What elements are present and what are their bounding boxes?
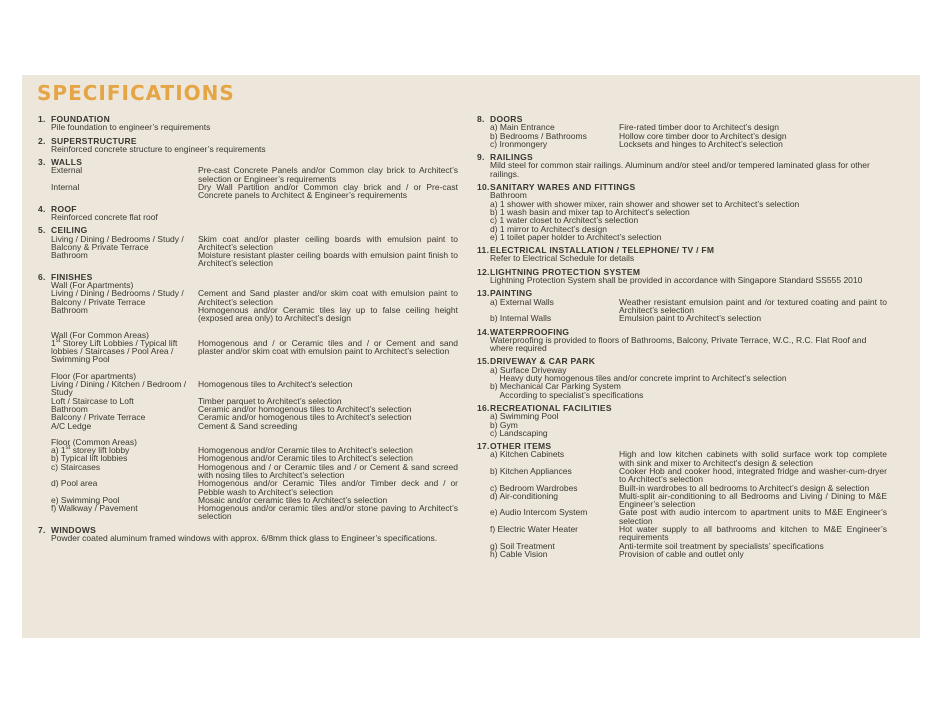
spec-item: f) Walkway / Pavement [51,503,138,514]
spec-line: According to specialist’s specifications [490,389,644,400]
spec-row [38,166,458,183]
spec-description: Homogenous and/or Ceramic tiles to Architect’s selection [198,445,413,456]
section-title: LIGHTNING PROTECTION SYSTEM [490,266,641,277]
spec-description: Cooker Hob and cooker hood, integrated fridge and washer-cum-dryer to Architect’s selection [619,465,887,485]
spec-description: Gate post with audio intercom to apartment units to M&E Engineer’s selection [619,507,887,526]
section-title: OTHER ITEMS [490,441,552,452]
spec-line: a) Surface Driveway [490,364,567,375]
spec-item: a) External Walls [490,296,554,307]
spec-description: Homogenous and / or Ceramic tiles and / or Cement and sand plaster and/or skim coat with emulsion paint to Architect’s selection [198,337,458,357]
spec-item: Loft / Staircase to Loft [51,395,134,406]
spec-description: Locksets and hinges to Architect’s selection [619,138,783,149]
spec-item: Wall (For Apartments) [51,280,134,291]
spec-description: Ceramic and/or homogenous tiles to Architect’s selection [198,403,412,414]
section-number: 3. [38,157,46,168]
spec-item: b) Bedrooms / Bathrooms [490,130,587,141]
spec-section [38,137,458,154]
spec-section [38,526,458,543]
spec-row [38,251,458,268]
spec-item: b) Internal Walls [490,313,552,324]
section-number: 15. [477,356,490,367]
section-number: 12. [477,266,490,277]
spec-description: Homogenous tiles to Architect’s selection [198,379,353,390]
section-number: 11. [477,245,490,256]
section-title: FOUNDATION [51,114,111,124]
spec-row [477,140,887,148]
section-title: WATERPROOFING [490,326,570,337]
spec-section [477,115,887,148]
spec-line: b) Gym [490,419,518,430]
spec-line: a) 1 shower with shower mixer, rain shower and shower set to Architect’s selection [490,198,800,209]
right-column [477,115,887,563]
section-number: 5. [38,225,46,236]
spec-description: Hot water supply to all bathrooms and kitchen to M&E Engineer’s requirements [619,524,887,543]
section-title: DOORS [490,114,523,124]
section-number: 17. [477,441,490,452]
section-heading [477,183,887,191]
spec-description: Provision of cable and outlet only [619,548,744,559]
section-title: RAILINGS [490,152,534,163]
spec-row [38,479,458,496]
section-title: ROOF [51,203,77,214]
spec-item: Living / Dining / Bedrooms / Study / Balcony / Private Terrace [51,288,184,307]
spec-section [477,328,887,353]
spec-description: High and low kitchen cabinets with solid surface work top complete with sink and mixer to Architect’s design & selection [619,449,887,468]
spec-description: Homogenous and/or Ceramic tiles lay up to false ceiling height (exposed area only) to Architect’s design [198,304,458,324]
spec-row [477,508,887,525]
section-title: CEILING [51,225,88,236]
spec-section [477,404,887,437]
spec-row [38,289,458,306]
spec-line: Reinforced concrete structure to engineer’s requirements [51,143,266,154]
spec-row [477,550,887,558]
section-number: 16. [477,402,490,413]
section-number: 4. [38,203,46,214]
spec-description: Homogenous and/or Ceramic Tiles and/or Timber deck and / or Pebble wash to Architect’s selection [198,478,458,497]
spec-item: f) Electric Water Heater [490,524,579,535]
section-title: FINISHES [51,271,93,282]
spec-description: Ceramic and/or homogenous tiles to Architect’s selection [198,412,412,423]
section-title: ELECTRICAL INSTALLATION / TELEPHONE/ TV / FM [490,245,715,256]
section-title: SANITARY WARES AND FITTINGS [490,182,636,193]
spec-item: External [51,165,83,176]
spec-row [477,450,887,467]
spec-section [38,205,458,222]
spec-row [477,314,887,322]
spec-section [38,273,458,521]
spec-item: a) Main Entrance [490,122,555,133]
spec-section [477,289,887,322]
spec-row [38,422,458,430]
spec-item: d) Pool area [51,478,98,489]
spec-line: e) 1 toilet paper holder to Architect’s selection [490,231,662,242]
spec-line: Powder coated aluminum framed windows with approx. 6/8mm thick glass to Engineer’s specifications. [51,533,438,544]
spec-line: b) 1 wash basin and mixer tap to Architect’s selection [490,206,690,217]
spec-line: Waterproofing is provided to floors of Bathrooms, Balcony, Private Terrace, W.C., R.C. Flat Roof and where required [490,334,869,354]
spec-item: e) Swimming Pool [51,494,120,505]
spec-item: a) 1st storey lift lobby [51,445,130,456]
spec-item: Internal [51,182,80,193]
spec-row [477,492,887,509]
spec-description: Pre-cast Concrete Panels and/or Common clay brick to Architect’s selection or Engineer’s requirements [198,165,458,184]
section-number: 9. [477,152,485,163]
spec-item: b) Kitchen Appliances [490,465,572,476]
spec-row [477,525,887,542]
spec-section [477,246,887,263]
spec-line: b) Mechanical Car Parking System [490,381,621,392]
spec-description: Moisture resistant plaster ceiling boards with emulsion paint finish to Architect’s selection [198,250,458,269]
section-title: WALLS [51,157,83,168]
spec-description: Skim coat and/or plaster ceiling boards with emulsion paint to Architect’s selection [198,233,458,252]
spec-item: c) Staircases [51,461,101,472]
spec-description: Timber parquet to Architect’s selection [198,395,342,406]
spec-line: Heavy duty homogenous tiles and/or concrete imprint to Architect’s selection [490,373,787,384]
spec-description: Homogenous and/or Ceramic tiles to Architect’s selection [198,453,413,464]
spec-item: Living / Dining / Kitchen / Bedroom / Study [51,379,187,398]
spec-line: Lightning Protection System shall be provided in accordance with Singapore Standard SS555 2010 [490,275,863,286]
spec-line: d) 1 mirror to Architect’s design [490,223,607,234]
spec-item: Wall (For Common Areas) [51,329,149,340]
section-number: 13. [477,288,490,299]
spec-row [38,306,458,323]
spec-section [38,115,458,132]
spec-row [477,298,887,315]
spec-section [477,357,887,398]
spec-item: Bathroom [51,250,88,261]
spec-section [477,153,887,178]
section-number: 1. [38,114,46,124]
spec-item: Floor (Common Areas) [51,436,137,447]
spec-item: Floor (For apartments) [51,370,137,381]
page-title: SPECIFICATIONS [37,81,235,105]
spec-line: c) 1 water closet to Architect’s selection [490,215,639,226]
section-title: DRIVEWAY & CAR PARK [490,356,596,367]
spec-description: Anti-termite soil treatment by specialists’ specifications [619,540,824,551]
section-title: SUPERSTRUCTURE [51,135,137,146]
section-number: 14. [477,326,490,337]
spec-item: Balcony / Private Terrace [51,412,146,423]
spec-item: 1st Storey Lift Lobbies / Typical lift lobbies / Staircases / Pool Area / Swimming Pool [51,337,178,365]
spec-item: c) Bedroom Wardrobes [490,482,578,493]
section-title: PAINTING [490,288,533,299]
left-column [38,115,458,547]
spec-description: Homogenous and/or ceramic tiles and/or stone paving to Architect’s selection [198,503,458,522]
spec-description: Fire-rated timber door to Architect’s design [619,122,779,133]
spec-item: g) Soil Treatment [490,540,555,551]
spec-row [38,380,458,397]
spec-section [477,442,887,558]
spec-line: c) Landscaping [490,427,548,438]
spec-section [38,226,458,267]
spec-item: a) Kitchen Cabinets [490,449,565,460]
spec-line: Pile foundation to engineer’s requirements [51,122,211,133]
spec-row [38,463,458,480]
section-number: 7. [38,524,46,535]
spec-item: h) Cable Vision [490,548,548,559]
spec-description: Dry Wall Partition and/or Common clay brick and / or Pre-cast Concrete panels to Architect & Engineer’s requirements [198,182,458,201]
spec-description: Homogenous and / or Ceramic tiles and / or Cement & sand screed with nosing tiles to Architect’s selection [198,461,458,480]
spec-item: d) Air-conditioning [490,490,559,501]
spec-row [38,504,458,521]
spec-line: Mild steel for common stair railings. Aluminum and/or steel and/or tempered laminated glass for other railings. [490,160,873,179]
section-title: RECREATIONAL FACILITIES [490,402,612,413]
spec-line: a) Swimming Pool [490,411,559,422]
section-title: WINDOWS [51,524,97,535]
section-number: 6. [38,271,46,282]
spec-item: e) Audio Intercom System [490,507,588,518]
spec-section [38,158,458,199]
spec-item: c) Ironmongery [490,138,548,149]
spec-section [477,183,887,241]
spec-row [38,235,458,252]
section-number: 2. [38,135,46,146]
spec-item: Living / Dining / Bedrooms / Study / Balcony & Private Terrace [51,233,184,252]
spec-line: Refer to Electrical Schedule for details [490,253,635,264]
spec-description: Cement & Sand screeding [198,420,298,431]
spec-description: Hollow core timber door to Architect’s design [619,130,787,141]
spec-description: Mosaic and/or ceramic tiles to Architect’s selection [198,494,388,505]
spec-item: Bathroom [51,403,88,414]
spec-description: Weather resistant emulsion paint and /or textured coating and paint to Architect’s selection [619,296,887,315]
spec-description: Multi-split air-conditioning to all Bedrooms and Living / Dining to M&E Engineer’s selection [619,490,887,510]
section-number: 10. [477,182,490,193]
section-number: 8. [477,114,485,124]
spec-item: b) Typical lift lobbies [51,453,128,464]
spec-row [38,183,458,200]
spec-section [477,268,887,285]
spec-line: Reinforced concrete flat roof [51,211,158,222]
spec-item: Bathroom [51,304,88,315]
spec-line: Bathroom [490,190,527,201]
spec-description: Built-in wardrobes to all bedrooms to Architect’s design & selection [619,482,870,493]
spec-item: A/C Ledge [51,420,92,431]
spec-description: Emulsion paint to Architect’s selection [619,313,762,324]
spec-description: Cement and Sand plaster and/or skim coat with emulsion paint to Architect’s selection [198,288,458,307]
spec-row [477,467,887,484]
spec-row [38,339,458,364]
